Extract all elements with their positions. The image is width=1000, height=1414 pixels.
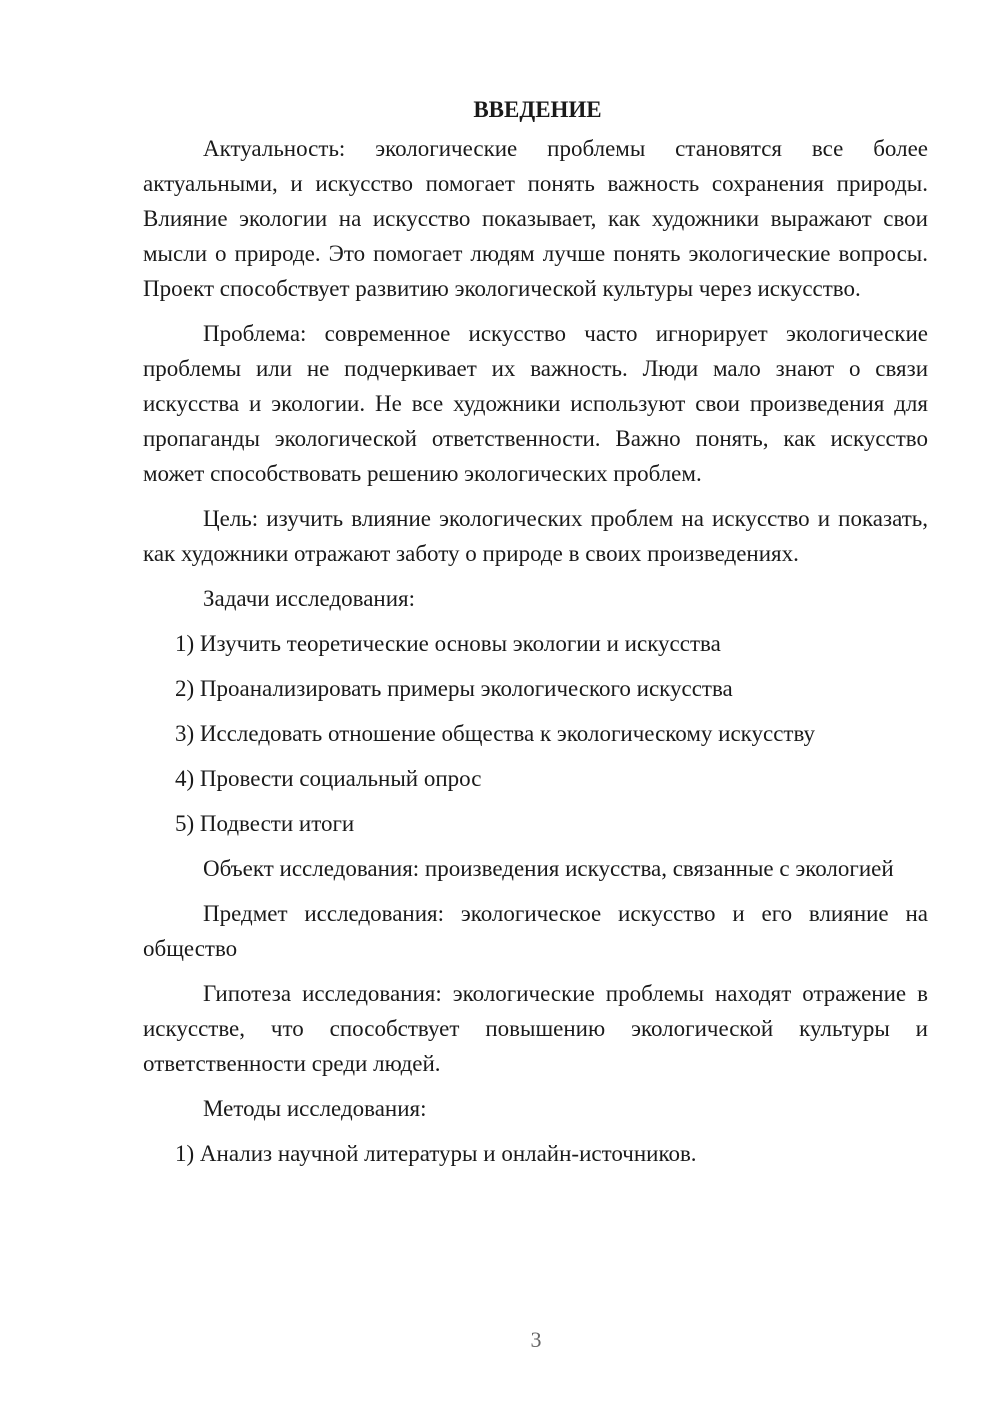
task-item: 4) Провести социальный опрос [175,766,482,791]
task-item: 1) Изучить теоретические основы экологии и искусства [175,631,721,656]
goal-paragraph: Цель: изучить влияние экологических проблем на искусство и показать, как художники отражают заботу о природе в своих произведениях. [143,506,928,566]
task-item: 3) Исследовать отношение общества к экологическому искусству [175,721,816,746]
task-item: 5) Подвести итоги [175,811,355,836]
object-paragraph: Объект исследования: произведения искусства, связанные с экологией [203,856,894,881]
section-title: ВВЕДЕНИЕ [473,97,602,122]
methods-label: Методы исследования: [203,1096,427,1121]
relevance-paragraph: Актуальность: экологические проблемы становятся все более актуальными, и искусство помогает понять важность сохранения природы. Влияние экологии на искусство показывает, как художники выражают свои мысли о природе. Это помогает людям лучше понять экологические вопросы. Проект способствует развитию экологической культуры через искусство. [143,136,928,301]
page-content [143,92,928,1181]
subject-paragraph: Предмет исследования: экологическое искусство и его влияние на общество [143,901,928,961]
hypothesis-paragraph: Гипотеза исследования: экологические проблемы находят отражение в искусстве, что способствует повышению экологической культуры и ответственности среди людей. [143,981,928,1076]
method-item: 1) Анализ научной литературы и онлайн-источников. [175,1141,697,1166]
page-number: 3 [530,1327,542,1352]
task-item: 2) Проанализировать примеры экологического искусства [175,676,733,701]
problem-paragraph: Проблема: современное искусство часто игнорирует экологические проблемы или не подчеркивает их важность. Люди мало знают о связи искусства и экологии. Не все художники используют свои произведения для пропаганды экологической ответственности. Важно понять, как искусство может способствовать решению экологических проблем. [143,321,928,486]
tasks-label: Задачи исследования: [203,586,416,611]
